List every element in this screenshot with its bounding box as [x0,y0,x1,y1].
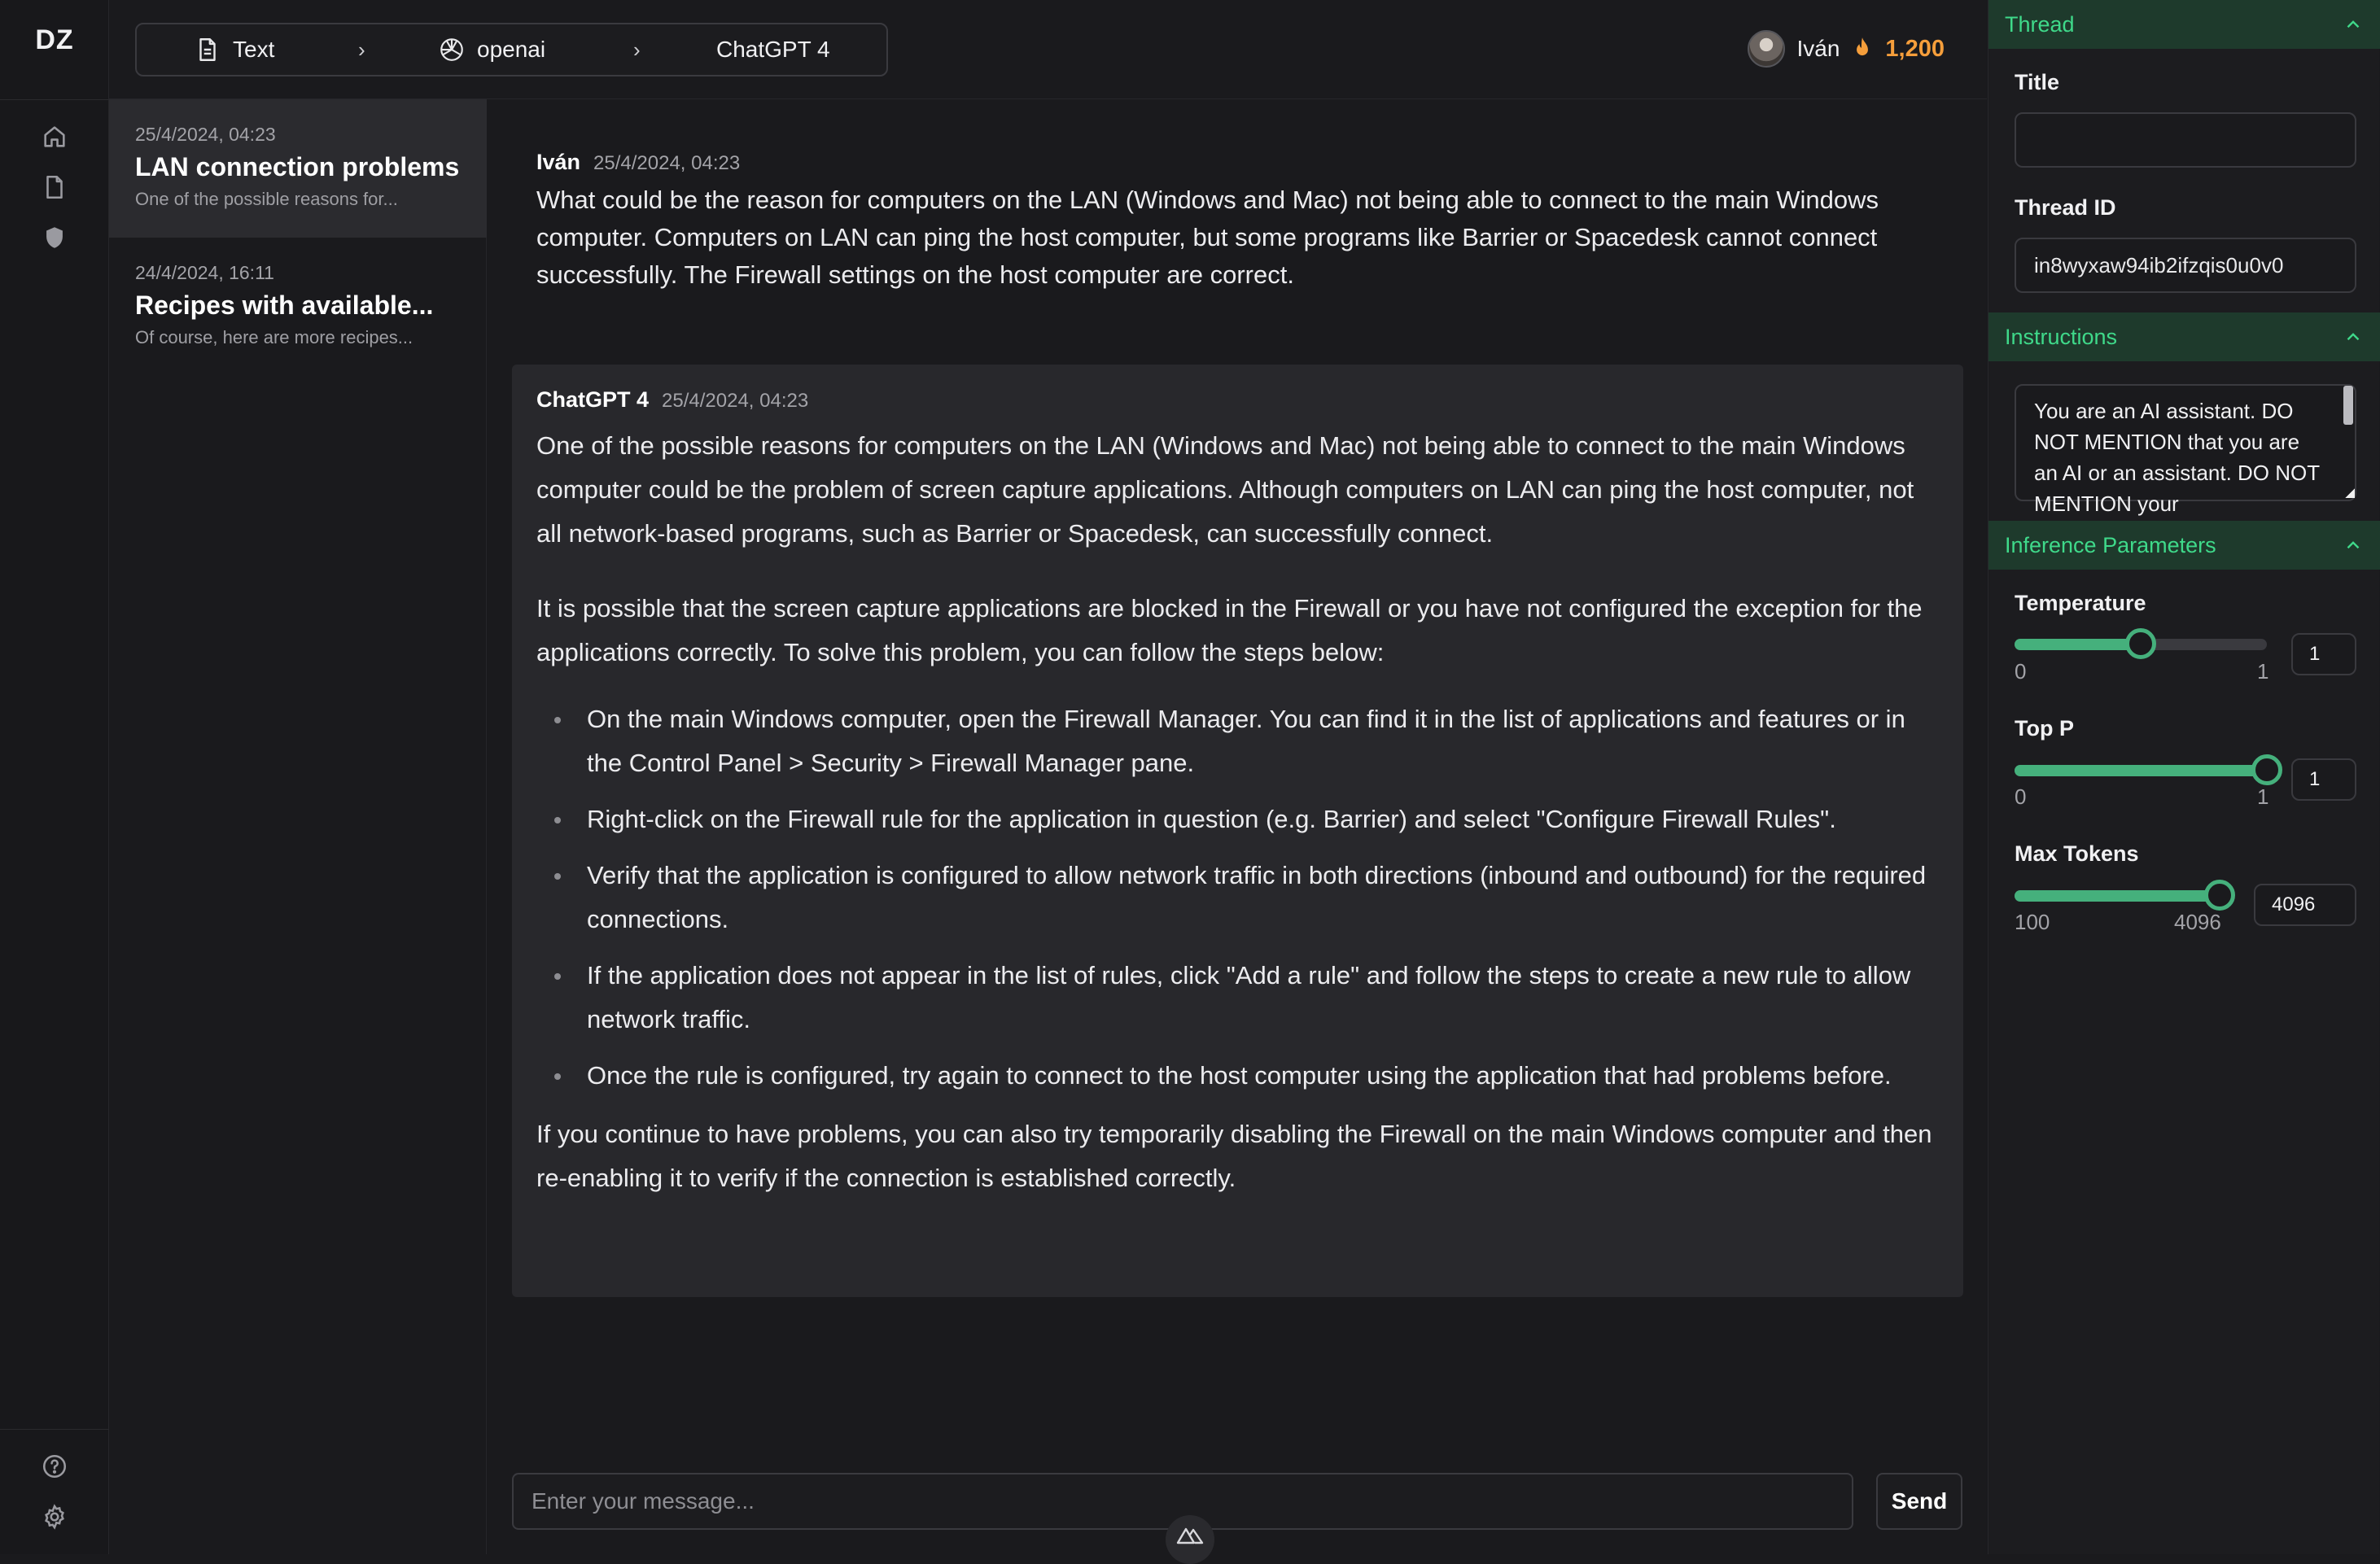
message-text: What could be the reason for computers on the LAN (Windows and Mac) not being able to connect to the main Windows computer. Computers on LAN can ping the host computer, but some programs like Barrier or Spacedesk cannot connect successfully. The Firewall settings on the host computer are correct. [536,186,1879,289]
list-item: Right-click on the Firewall rule for the application in question (e.g. Barrier) and select "Configure Firewall Rules". [536,797,1939,841]
slider-fill [2015,639,2141,650]
instructions-textarea[interactable]: You are an AI assistant. DO NOT MENTION that you are an AI or an assistant. DO NOT MENTION your [2015,384,2356,501]
temperature-slider[interactable] [2015,639,2267,650]
nuxt-logo-icon[interactable] [1166,1515,1214,1564]
help-icon[interactable] [40,1452,69,1481]
top-p-slider[interactable] [2015,765,2267,776]
temperature-input[interactable] [2291,633,2356,675]
settings-icon[interactable] [40,1502,69,1531]
thread-date: 24/4/2024, 16:11 [135,262,274,283]
avatar[interactable] [1748,30,1785,68]
user-name: Iván [1796,36,1840,61]
home-icon[interactable] [40,122,69,151]
shield-icon[interactable] [40,223,69,252]
breadcrumb-item-openai[interactable] [438,24,545,75]
breadcrumb-label: openai [477,37,546,62]
slider-thumb[interactable] [2204,880,2235,911]
thread-id-label: Thread ID [2015,195,2116,220]
slider-thumb[interactable] [2251,754,2282,785]
steps-list [536,697,1939,1098]
settings-panel [1988,0,2379,1554]
breadcrumb-item-text[interactable] [194,24,274,75]
flame-icon [1851,37,1874,61]
rail-divider [0,1429,109,1430]
openai-icon [438,36,466,63]
chevron-up-icon [2343,326,2364,347]
document-icon [194,36,221,63]
send-button[interactable]: Send [1876,1473,1962,1530]
thread-item[interactable] [109,238,487,376]
rail-divider [0,99,109,100]
thread-snippet: One of the possible reasons for... [135,189,398,209]
slider-fill [2015,765,2267,776]
section-title: Inference Parameters [2005,532,2216,557]
chevron-up-icon [2343,14,2364,35]
chevron-right-icon: › [633,37,641,62]
instructions-section-header[interactable] [1988,312,2380,361]
chevron-up-icon [2343,535,2364,556]
range-max: 4096 [2174,910,2221,934]
credits-count: 1,200 [1885,35,1945,62]
app-logo[interactable]: DZ [35,24,74,55]
max-tokens-slider[interactable] [2015,890,2220,902]
top-p-label: Top P [2015,716,2074,740]
slider-fill [2015,890,2220,902]
range-max: 1 [2257,784,2269,809]
breadcrumb-label: Text [233,37,275,62]
list-item: Once the rule is configured, try again to connect to the host computer using the application that had problems before. [536,1054,1939,1098]
thread-title: Recipes with available... [135,291,434,320]
scrollbar[interactable] [2343,386,2353,425]
message-author: Iván [536,150,581,174]
message-paragraph: It is possible that the screen capture applications are blocked in the Firewall or you have not configured the exception for the applications correctly. To solve this problem, you can follow the steps below: [536,594,1923,666]
list-item: Verify that the application is configured to allow network traffic in both directions (inbound and outbound) for the required connections. [536,854,1939,941]
thread-date: 25/4/2024, 04:23 [135,124,276,145]
conversation [488,99,1987,1466]
icon-rail [0,0,109,1554]
assistant-message [512,365,1963,1297]
message-paragraph: One of the possible reasons for computers on the LAN (Windows and Mac) not being able to connect to the main Windows computer could be the problem of screen capture applications. Although computers on LAN can ping the host computer, not all network-based programs, such as Barrier or Spacedesk, can successfully connect. [536,431,1914,548]
thread-snippet: Of course, here are more recipes... [135,327,413,347]
thread-id-input[interactable] [2015,238,2356,293]
chevron-right-icon: › [358,37,365,62]
message-paragraph: If you continue to have problems, you can also try temporarily disabling the Firewall on the main Windows computer and then re-enabling it to verify if the connection is established correctly. [536,1120,1932,1192]
message-time: 25/4/2024, 04:23 [593,152,741,174]
document-icon[interactable] [40,173,69,202]
section-title: Thread [2005,11,2075,37]
breadcrumb [135,23,888,76]
title-label: Title [2015,70,2060,94]
section-title: Instructions [2005,324,2118,349]
thread-list [109,99,487,1554]
resize-handle[interactable] [2345,488,2355,498]
range-min: 0 [2015,659,2027,684]
max-tokens-input[interactable] [2254,884,2356,926]
user-message [536,150,1961,294]
message-author: ChatGPT 4 [536,387,650,412]
thread-item[interactable] [109,99,487,238]
list-item: If the application does not appear in the list of rules, click "Add a rule" and follow the steps to create a new rule to allow network traffic. [536,954,1939,1042]
inference-section-header[interactable] [1988,521,2380,570]
message-time: 25/4/2024, 04:23 [662,390,809,412]
list-item: On the main Windows computer, open the Firewall Manager. You can find it in the list of applications and features or in the Control Panel > Security > Firewall Manager pane. [536,697,1939,785]
title-input[interactable] [2015,112,2356,168]
thread-title: LAN connection problems [135,152,460,181]
user-menu[interactable] [1748,28,1945,70]
thread-section-header[interactable] [1988,0,2380,49]
temperature-label: Temperature [2015,591,2146,615]
range-max: 1 [2257,659,2269,684]
range-min: 0 [2015,784,2027,809]
max-tokens-label: Max Tokens [2015,841,2139,866]
breadcrumb-label: ChatGPT 4 [716,37,830,62]
top-p-input[interactable] [2291,758,2356,801]
range-min: 100 [2015,910,2050,934]
top-header [109,0,1987,99]
slider-thumb[interactable] [2125,628,2156,659]
breadcrumb-item-model[interactable] [716,24,830,75]
